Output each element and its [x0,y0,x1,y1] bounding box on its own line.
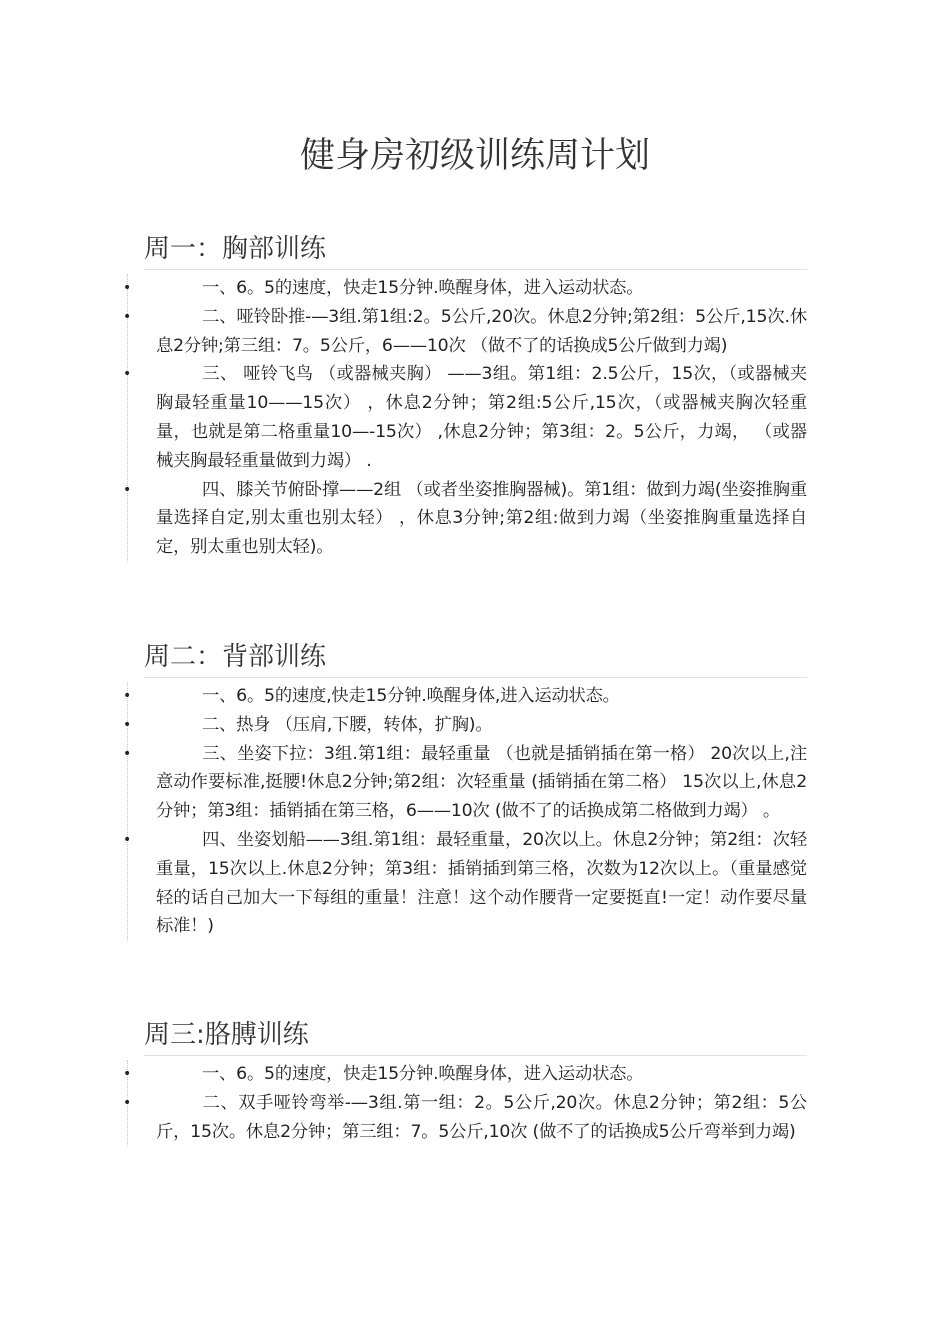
section-heading: 周一：胸部训练 [144,234,327,264]
bullet-icon: • [123,716,132,733]
item-text: 一、6。5的速度，快走15分钟.唤醒身体，进入运动状态。 [202,278,644,298]
bullet-icon: • [123,831,132,848]
list-item [123,360,807,475]
item-list [123,682,807,941]
item-text: 二、哑铃卧推-—3组.第1组:2。5公斤,20次。休息2分钟;第2组：5公斤,15次.休息2分钟;第三组：7。5公斤，6——10次 （做不了的话换成5公斤做到力竭) [156,306,807,356]
list-item [123,476,807,562]
bullet-icon: • [123,688,132,704]
list-item [123,682,807,711]
bullet-icon: • [123,280,132,296]
bullet-icon: • [123,366,132,383]
bullet-icon: • [123,1094,132,1111]
section-wednesday [123,1015,807,1146]
list-item [123,274,807,303]
bullet-icon: • [123,1066,132,1082]
item-list [123,274,807,562]
list-item [123,1060,807,1089]
list-item [123,740,807,826]
list-item [123,826,807,941]
item-list [123,1060,807,1146]
list-item [123,303,807,361]
list-item [123,1089,807,1147]
page-title: 健身房初级训练周计划 [299,136,650,176]
item-text: 四、膝关节俯卧撑——2组 （或者坐姿推胸器械)。第1组：做到力竭(坐姿推胸重量选择自定,别太重也别太轻） ，休息3分钟;第2组:做到力竭（坐姿推胸重量选择自定，别太重也别太轻)。 [156,479,807,558]
section-divider [144,269,807,270]
item-text: 二、热身 （压肩,下腰，转体，扩胸)。 [202,714,493,735]
section-divider [144,677,807,678]
section-heading: 周三:胳膊训练 [144,1020,309,1050]
item-text: 四、坐姿划船——3组.第1组：最轻重量，20次以上。休息2分钟；第2组：次轻重量，15次以上.休息2分钟；第3组：插销插到第三格，次数为12次以上。（重量感觉轻的话自己加大一下每组的重量！注意！这个动作腰背一定要挺直!一定！动作要尽量标准！) [156,829,807,937]
bullet-icon: • [123,481,132,498]
item-text: 二、双手哑铃弯举-—3组.第一组：2。5公斤,20次。休息2分钟；第2组：5公斤，15次。休息2分钟；第三组：7。5公斤,10次 (做不了的话换成5公斤弯举到力竭) [156,1092,807,1142]
section-divider [144,1055,807,1056]
section-monday [123,229,807,562]
item-text: 三、 哑铃飞鸟 （或器械夹胸） ——3组。第1组：2.5公斤，15次，（或器械夹胸最轻重量10——15次） ，休息2分钟；第2组:5公斤,15次，（或器械夹胸次轻重量，也就是第二格重量10—-15次） ,休息2分钟；第3组：2。5公斤，力竭， （或器械夹胸最轻重量做到力竭） . [156,364,807,471]
section-heading: 周二：背部训练 [144,642,327,672]
item-text: 一、6。5的速度,快走15分钟.唤醒身体,进入运动状态。 [202,686,620,706]
item-text: 一、6。5的速度，快走15分钟.唤醒身体，进入运动状态。 [202,1064,644,1084]
list-item [123,711,807,740]
bullet-icon: • [123,308,132,325]
item-text: 三、坐姿下拉：3组.第1组：最轻重量 （也就是插销插在第一格） 20次以上,注意动作要标准,挺腰!休息2分钟;第2组：次轻重量 (插销插在第二格） 15次以上,休息2分钟；第3组：插销插在第三格，6——10次 (做不了的话换成第二格做到力竭） 。 [156,743,807,822]
bullet-icon: • [123,745,132,762]
section-tuesday [123,637,807,941]
